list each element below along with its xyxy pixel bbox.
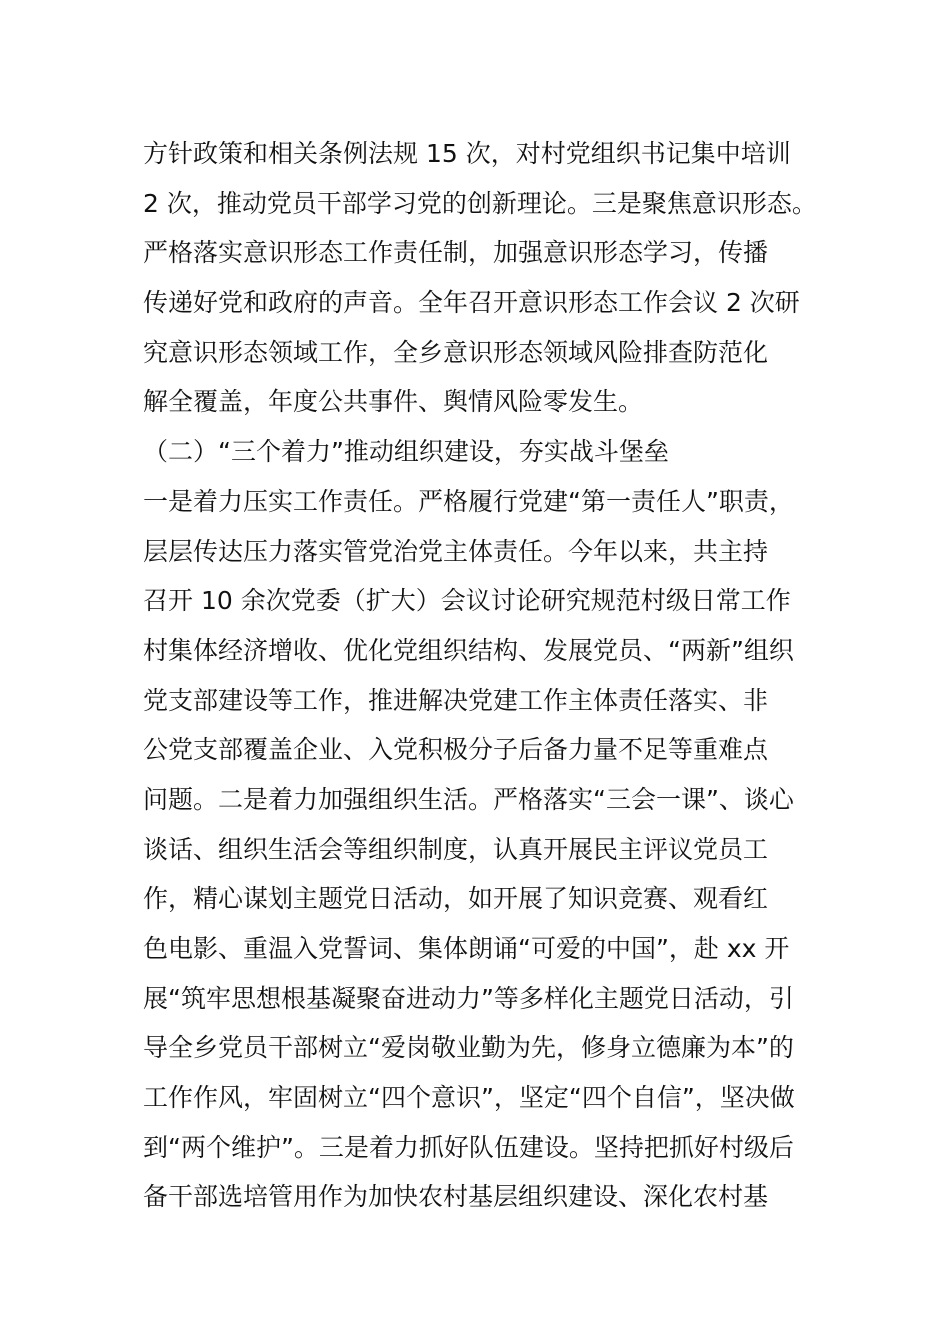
section-heading: （二）“三个着力”推动组织建设，夯实战斗堡垒: [143, 437, 669, 467]
text-line: 党支部建设等工作，推进解决党建工作主体责任落实、非: [143, 685, 769, 715]
text-line: 传递好党和政府的声音。全年召开意识形态工作会议 2 次研: [143, 288, 800, 318]
text-line: 问题。二是着力加强组织生活。严格落实“三会一课”、谈心: [143, 784, 794, 814]
text-line: 到“两个维护”。三是着力抓好队伍建设。坚持把抓好村级后: [143, 1132, 794, 1162]
text-line: 色电影、重温入党誓词、集体朗诵“可爱的中国”，赴 xx 开: [143, 934, 790, 963]
text-line: 导全乡党员干部树立“爱岗敬业勤为先，修身立德廉为本”的: [143, 1033, 794, 1063]
text-line: 作，精心谋划主题党日活动，如开展了知识竞赛、观看红: [143, 884, 769, 914]
text-line: 备干部选培管用作为加快农村基层组织建设、深化农村基: [143, 1182, 769, 1212]
text-line: 一是着力压实工作责任。严格履行党建“第一责任人”职责，: [143, 486, 794, 516]
text-line: 谈话、组织生活会等组织制度，认真开展民主评议党员工: [143, 834, 769, 864]
text-line: 2 次，推动党员干部学习党的创新理论。三是聚焦意识形态。: [143, 188, 817, 218]
document-body: [143, 129, 843, 1222]
text-line: 召开 10 余次党委（扩大）会议讨论研究规范村级日常工作: [143, 586, 791, 616]
text-line: 究意识形态领域工作，全乡意识形态领域风险排查防范化: [143, 337, 769, 367]
text-line: 工作作风，牢固树立“四个意识”，坚定“四个自信”，坚决做: [143, 1083, 795, 1113]
text-line: 层层传达压力落实管党治党主体责任。今年以来，共主持: [143, 536, 769, 566]
text-line: 公党支部覆盖企业、入党积极分子后备力量不足等重难点: [143, 735, 769, 765]
text-line: 方针政策和相关条例法规 15 次，对村党组织书记集中培训: [143, 139, 791, 168]
text-line: 严格落实意识形态工作责任制，加强意识形态学习，传播: [143, 238, 769, 268]
text-line: 村集体经济增收、优化党组织结构、发展党员、“两新”组织: [143, 635, 794, 665]
text-line: 解全覆盖，年度公共事件、舆情风险零发生。: [143, 387, 644, 417]
text-line: 展“筑牢思想根基凝聚奋进动力”等多样化主题党日活动，引: [143, 983, 794, 1013]
